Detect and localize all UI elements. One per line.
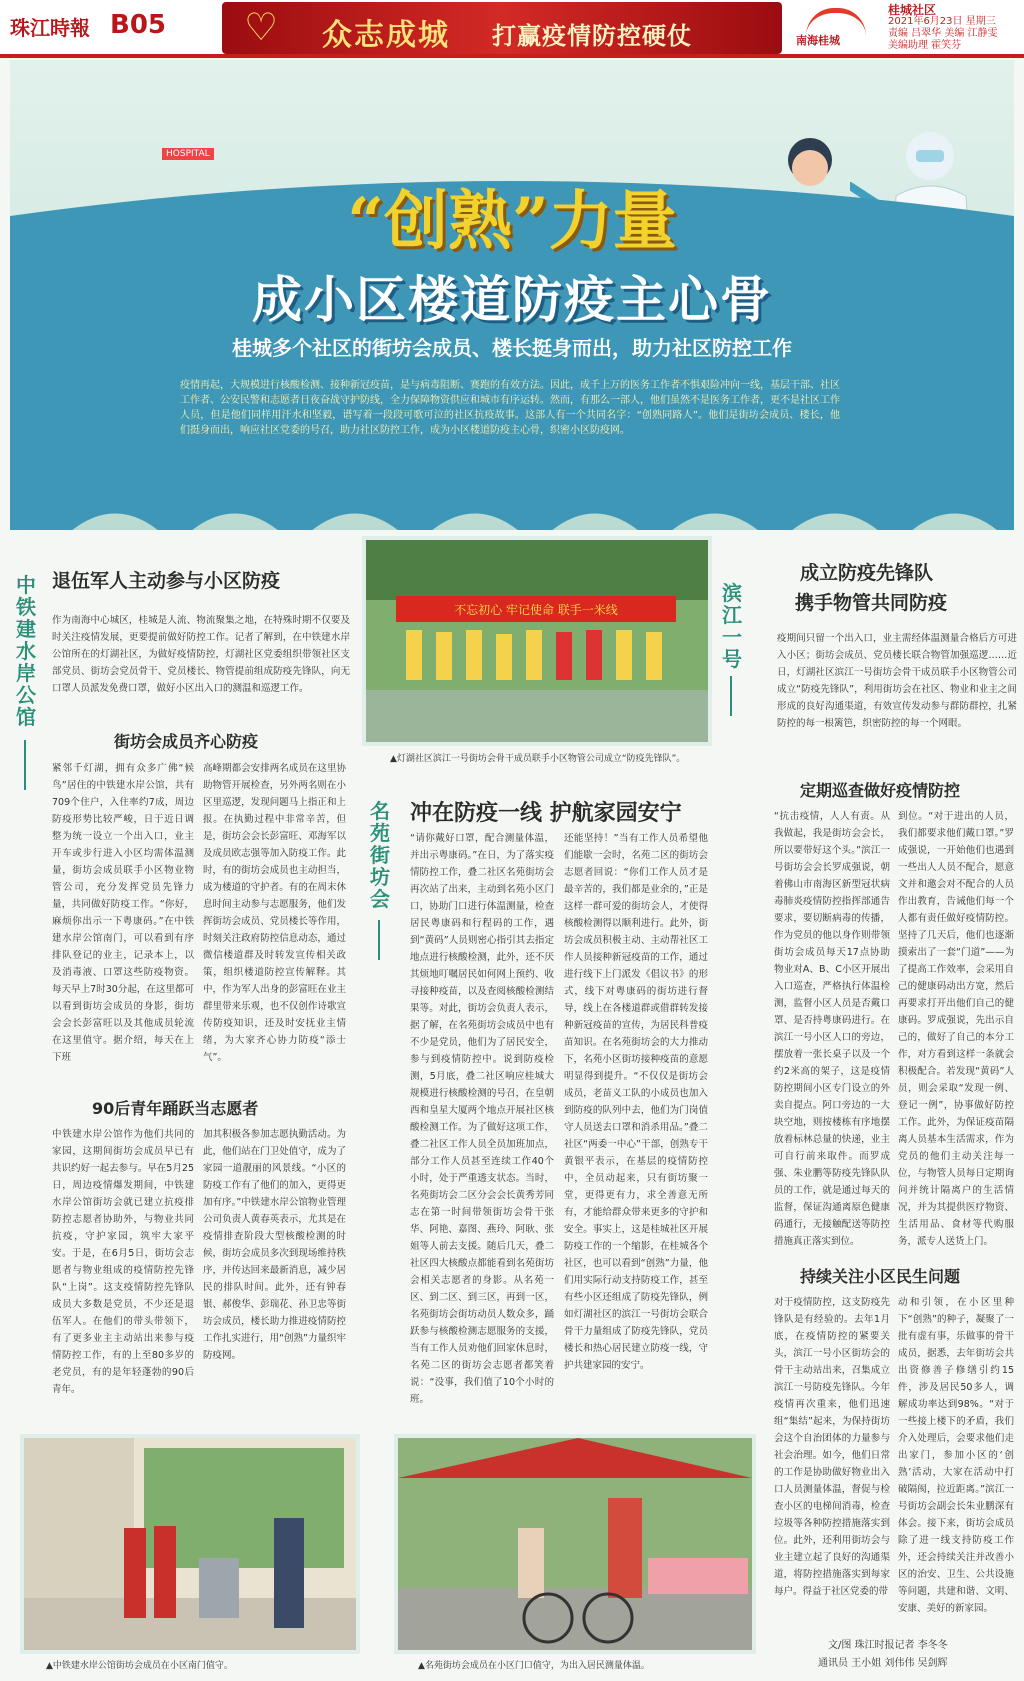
slogan-banner	[222, 2, 782, 54]
left-label-rule	[24, 740, 26, 790]
right-intro: 疫期间只留一个出入口，业主需经体温测量合格后方可进入小区；街坊会成员、党员楼长联合物管加强巡逻……近日，灯湖社区滨江一号街坊会骨干成员联手小区物管公司成立“防疫先锋队”，利用街坊会在社区、物业和业主之间形成的良好沟通渠道，有效宣传发动参与群防群控，扎紧防控的每一根篱笆，织密防控的每一个网眼。	[777, 633, 1017, 729]
right-subhead-2: 持续关注小区民生问题	[800, 1267, 961, 1286]
right-headline-2: 携手物管共同防疫	[795, 592, 948, 614]
hero-subtitle: 桂城多个社区的街坊会成员、楼长挺身而出，助力社区防控工作	[232, 336, 792, 360]
left-subhead-2: 90后青年踊跃当志愿者	[92, 1099, 259, 1118]
editors: 责编 吕翠华 美编 江静雯	[888, 28, 998, 39]
center-text-b: 还能坚持！”当有工作人员希望他们能歇一会时，名苑二区的街坊会志愿者回说：“你们工作人员才是最辛苦的，我们都是业余的，”正是这样一群可爱的街坊会人，才使得核酸检测得以顺利进行。此外，街坊会成员积极主动、主动帮社区工作人员接种新冠疫苗的工作，通过进行线下上门派发《倡议书》的形式，线下对粤康码的街坊进行督导，线上在各楼道群或借群转发接种新冠疫苗的宣传，为居民科普疫苗知识。在名苑街坊会的大力推动下，名苑小区街坊接种疫苗的意愿明显得到提升。“不仅仅是街坊会成员，老苗义工队的小成员也加入到防疫的队列中去，他们为门岗值守人员送去口罩和消杀用品。”叠二社区“两委一中心”干部，创熟专干黄银平表示，在基层的疫情防控中，全员动起来，只有街坊聚一堂，更得更有力，求全善意无所有，才能给群众带来更多的守护和安全。事实上，这是桂城社区开展防疫工作的一个缩影，在桂城各个社区，也可以看到“创熟”力量，他们用实际行动支持防疫工作，甚至有些小区还组成了防疫先锋队，例如灯湖社区的滨江一号街坊会联合骨干力量组成了防疫先锋队，党员楼长和热心居民建立防疫一线，守护共建家园的安宁。	[564, 833, 708, 1371]
right-subhead-1: 定期巡查做好疫情防控	[800, 781, 961, 800]
banner-slogan-text: 不忘初心 牢记使命 联手一米线	[454, 603, 618, 617]
column-name: 桂城社区	[888, 3, 937, 17]
left-column-label: 中铁建水岸公馆	[16, 573, 36, 729]
hero-title-quote: “创熟”力量	[347, 184, 677, 259]
left-text-2a: 中铁建水岸公馆作为他们共同的家园，这期间街坊会成员早已有共识约好一起去参与。早在5月25日，周边疫情爆发期间，中铁建水岸公馆街坊会就已建立抗疫排防控志愿者协助外，与物业共同抗疫，守护家园，筑牢大家平安。于是，在6月5日，街坊会志愿者与物业组成的疫情防控先锋队“上岗”。这支疫情防控先锋队成员大多数是党员，不少还是退伍军人。在他们的带头带领下，有了更多业主主动站出来参与疫情防控工作，有的上至80多岁的老党员，有的是年轻蓬勃的90后青年。	[52, 1129, 194, 1395]
heart-icon: ♡	[244, 5, 279, 49]
slogan-secondary: 打赢疫情防控硬仗	[492, 22, 692, 50]
group-photo	[362, 536, 712, 746]
left-text-1b: 高峰期都会安排两名成员在这里协助物管开展检查，另外两名则在小区里巡逻，发现问题马上指正和上报。在执勤过程中非常辛苦，但是，街坊会会长彭富旺、邓海军以及成员欧志强等加入防疫工作。此时，有的街坊会成员也主动担当，成为楼道的守护者。有的在周末休息时间主动参与志愿服务，他们发挥街坊会成员、党员楼长等作用，时刻关注政府防控信息动态，通过微信楼道群及时转发宣传相关政策，组织楼道防控宣传解释。其中，作为军人出身的彭富旺在业主群里带来乐观，也不仅创作诗歌宣传防疫知识，还及时安抚业主情绪，为大家齐心协力防疫“添士气”。	[203, 763, 346, 1063]
issue-info	[888, 4, 1018, 52]
gate-photo-caption: ▲中铁建水岸公馆街坊会成员在小区南门值守。	[46, 1661, 233, 1671]
right-text-2b: 动和引领，在小区里种下“创熟”的种子，凝聚了一批有虚有事，乐做事的骨干成员，据悉，去年街坊会共出资修善子修缮引约15件，涉及居民50多人，调解成功率达到98%。“对于一些接上楼下的矛盾，我们介入处理后，会要求他们走出家门，参加小区的‘创熟’活动，大家在活动中打破隔阂，拉近距离。”滨江一号街坊会副会长朱业鹏深有体会。接下来，街坊会成员除了进一线支持防疫工作外，还会持续关注并改善小区的治安、卫生、公共设施等问题，共建和谐、文明、安康、美好的新家园。	[898, 1297, 1014, 1614]
left-subhead-1: 街坊会成员齐心防疫	[114, 732, 259, 751]
page-number: B05	[110, 10, 166, 40]
temperature-photo-image	[398, 1438, 752, 1650]
right-headline-1: 成立防疫先锋队	[800, 562, 934, 584]
left-intro: 作为南海中心城区，桂城是人流、物流聚集之地，在特殊时期不仅要及时关注疫情发展，更要提前做好防控工作。记者了解到，在中铁建水岸公馆所在的灯湖社区，为做好疫情防控，灯湖社区党委组织带领社区支部党员、街坊会党员骨干、党员楼长、物管提前组成防疫先锋队，向无口罩人员派发免费口罩，做好小区出入口的测温和巡逻工作。	[52, 615, 350, 694]
left-text-2b: 加其积极各参加志愿执勤活动。为此，他们站在门卫处值守，成为了家园一道靓丽的风景线。“小区的防疫工作有了他们的加入，更得更加有序。”中铁建水岸公馆物业管理公司负责人黄春英表示，尤其是在疫情排查阶段大型核酸检测的时候，街坊会成员多次到现场维持秩序，并传达回来最新消息，减少居民的排队时间。此外，还有钟春银、郝俊华、彭瑞花、孙卫忠等街坊会成员，楼长助力推进疫情防控工作扎实进行，用“创熟”力量织牢防疫网。	[203, 1129, 346, 1361]
newspaper-name: 珠江時報	[10, 16, 90, 40]
center-mid-rule	[378, 920, 380, 960]
gate-photo	[20, 1434, 360, 1654]
gate-photo-image	[24, 1438, 356, 1650]
byline-reporter: 文/图 珠江时报记者 李冬冬	[828, 1640, 948, 1651]
hero-illustration	[10, 60, 1014, 530]
page-header	[0, 0, 1024, 58]
hospital-sign: HOSPITAL	[162, 148, 214, 160]
center-mid-label: 名苑街坊会	[370, 799, 390, 911]
left-text-1a: 紧邻千灯湖，拥有众多广佛“候鸟”居住的中铁建水岸公馆，共有709个住户，入住率约7成，周边防疫形势比较严峻，日于近日调整为统一设立一个出入口，业主开车或步行进入小区均需体温测量，街坊会成员联手小区物业物管公司，充分发挥党员先锋力量，共同做好防疫工作。“你好，麻烦你出示一下粤康码。”在中铁建水岸公馆南门，可以看到有序排队登记的业主，记录本上，以及消毒液、口罩这些防疫物资。每天早上7时30分起，在这里都可以看到街坊会成员的身影，街坊会会长彭富旺以及其他成员轮流在这里值守。据介绍，每天在上下班	[52, 763, 194, 1063]
right-text-1a: “抗击疫情，人人有责。从我做起，我是街坊会会长，所以要带好这个头。”滨江一号街坊会会长罗成强说，朝着佛山市南海区新型冠状病毒肺炎疫情防控指挥部通告要求，要切断病毒的传播，作为党员的他以身作则带领街坊会成员每天17点协助物业对A、B、C小区开展出入口巡查，严格执行体温检测，监督小区人员是否戴口罩、是否持粤康码进行。在滨江一号小区人口的旁边，摆放着一张长桌子以及一个约2米高的架子，这是疫情防控期间小区专门设立的外卖自提点。阿口旁边的一大块空地，则按楼栋有序地摆放着标林总量的快递，业主可自行前来取件。而罗成强、朱业鹏等防疫先锋队队员的工作，就是通过每天的监督，保证沟通离原色健康码通行，无接触配送等防控措施真正落实到位。	[774, 811, 890, 1247]
logo-text: 南海桂城	[796, 34, 840, 47]
center-text-a: “请你戴好口罩，配合测量体温，并出示粤康码。”在日，为了落实疫情防控工作，叠二社区名苑街坊会再次站了出来，主动到名苑小区门口，协助门口进行体温测量，检查居民粤康码和行程码的工作，遇到“黄码”人员则密心指引其去指定地点进行核酸检测，此外，还不厌其烦地叮嘱居民如何网上预约、收寻接种疫苗，以及查阅核酸检测结果等。对此，街坊会负责人表示，据了解，在名苑街坊会成员中也有不少是党员，他们为了居民安全，参与到疫情防控中。说到防疫检测，5月底，叠二社区响应桂城大规模进行核酸检测的号召，在皇朝西和皇星大厦两个地点开展社区核酸检测工作。为了做好这项工作，叠二社区工作人员全员加班加点，部分工作人员甚至连续工作40个小时，处于严重透支状态。当时，名苑街坊会二区分会会长黄秀芳同志在第一时间带领街坊会骨干张华、阿艳、嘉图、燕玲、阿耿、张姐等人前去支援。随后几天，叠二社区四大核酸点都能看到名苑街坊会相关志愿者的身影。从名苑一区、到二区、到三区，再到一区，名苑街坊会街坊动员人数众多，踊跃参与核酸检测志愿服务的支援，当有工作人员劝他们回家休息时，名苑二区的街坊会志愿者都笑着说：“没事，我们值了10个小时的班。	[410, 833, 554, 1405]
group-photo-image	[366, 540, 708, 742]
center-top-label: 滨江一号	[722, 581, 742, 671]
section-logo	[792, 6, 882, 50]
center-headline: 冲在防疫一线 护航家园安宁	[410, 801, 682, 826]
issue-date: 2021年6月23日 星期三	[888, 16, 996, 27]
group-photo-caption: ▲灯湖社区滨江一号街坊会骨干成员联手小区物管公司成立“防疫先锋队”。	[390, 754, 686, 764]
hero-title-main: 成小区楼道防疫主心骨	[252, 271, 772, 329]
hero-lead-paragraph: 疫情再起，大规模进行核酸检测、接种新冠疫苗，是与病毒阻断、赛跑的有效方法。因此，成千上万的医务工作者不惧艰险冲向一线，基层干部、社区工作者、公安民警和志愿者日夜奋战守护防线，全力保障物资供应和城市有序运转。然而，有那么一部人，他们虽然不是医务工作者，更不是社区工作人员，但是他们同样用汗水和坚毅，谱写着一段段可歌可泣的社区抗疫故事。这部人有一个共同名字：“创熟同路人”。他们是街坊会成员、楼长，他们挺身而出，响应社区党委的号召，助力社区防控工作，成为小区楼道防疫主心骨，织密小区防疫网。	[180, 380, 840, 436]
left-headline: 退伍军人主动参与小区防疫	[52, 570, 281, 592]
right-text-2a: 对于疫情防控，这支防疫先锋队是有经验的。去年1月底，在疫情防控的紧要关头，滨江一号小区街坊会的骨干主动站出来，召集成立滨江一号防疫先锋队。今年疫情再次重来，他们迅速组“集结”起来，为保持街坊会这个自治团体的力量参与社会治理。如今，他们日常的工作是协助做好物业出入口人员测量体温，督促与检查小区的电梯间消毒，检查垃圾等各种防控措施落实到位。此外，还利用街坊会与业主建立起了良好的沟通渠道，将防控措施落实到每家每户。得益于社区党委的带	[774, 1297, 890, 1597]
byline-correspondents: 通讯员 王小姐 刘伟伟 吴剑辉	[818, 1658, 948, 1669]
right-text-1b: 到位。“对于进出的人员，我们都要求他们戴口罩。”罗成强说，一开始他们也遇到一些出人人员不配合，愿意文并和邀会对不配合的人员作出教育，告诫他们每一个人都有责任做好疫情防控。坚持了几天后，他们也逐渐摸索出了一套“门道”——为了提高工作效率，会采用自己的健康码动出方宽，然后再要求打开出他们自己的健康码。罗成强说，先出示自己的，做好了自己的本分工作，对方看到这样一条就会积极配合。若发现“黄码”人员，则会采取“发现一例、登记一例”，协事做好防控工作。此外，为保证疫苗隔离人员基本生活需求，作为党员的他们主动关注每一位，与物管人员每日定期询问并统计隔离户的生活情况，并为其提供医疗物资、生活用品、食材等代购服务，派专人送货上门。	[898, 811, 1014, 1247]
center-top-rule	[730, 676, 732, 716]
temperature-photo-caption: ▲名苑街坊会成员在小区门口值守，为出入居民测量体温。	[418, 1661, 650, 1671]
slogan-primary: 众志成城	[322, 18, 450, 53]
editor-assistant: 美编助理 霍笑芬	[888, 40, 962, 51]
temperature-photo	[394, 1434, 756, 1654]
